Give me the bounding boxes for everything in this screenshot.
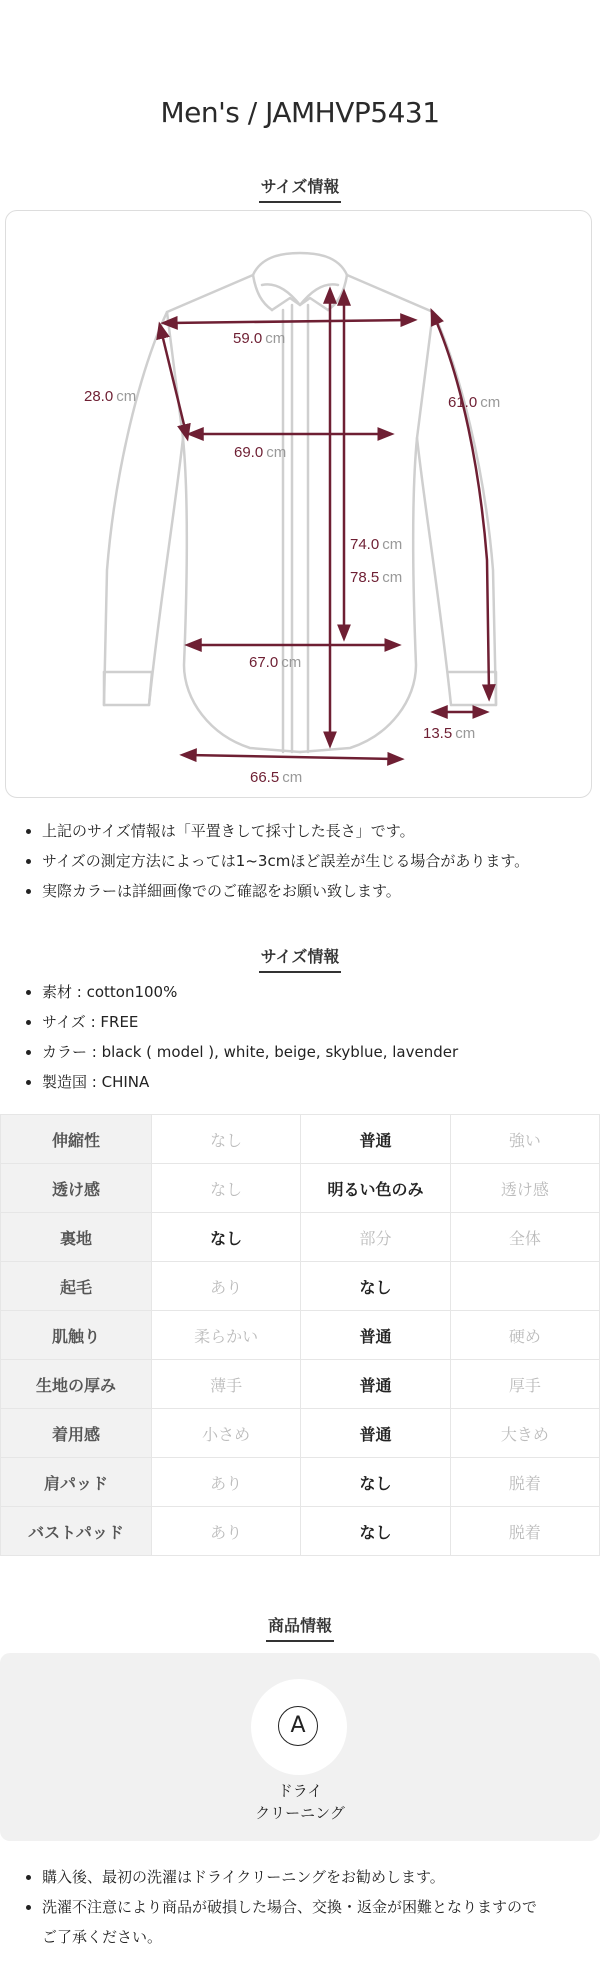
attr-label: 着用感 bbox=[1, 1409, 152, 1458]
chest-label: 69.0 cm bbox=[234, 444, 287, 461]
list-item: • 実際カラーは詳細画像でのご確認をお願い致します。 bbox=[42, 876, 600, 906]
attr-option: 柔らかい bbox=[152, 1311, 301, 1360]
attr-option: 普通 bbox=[301, 1115, 450, 1164]
table-row bbox=[1, 1409, 600, 1458]
attr-option: 硬め bbox=[450, 1311, 599, 1360]
list-item: ご了承ください。 bbox=[42, 1928, 163, 1946]
product-section-heading-text: サイズ情報 bbox=[259, 944, 342, 973]
table-row bbox=[1, 1115, 600, 1164]
list-item: • サイズの測定方法によっては1~3cmほど誤差が生じる場合があります。 bbox=[42, 846, 600, 876]
table-row bbox=[1, 1507, 600, 1556]
attr-option: 明るい色のみ bbox=[301, 1164, 450, 1213]
table-row bbox=[1, 1213, 600, 1262]
attr-option bbox=[450, 1262, 599, 1311]
attr-option: 普通 bbox=[301, 1311, 450, 1360]
table-row bbox=[1, 1262, 600, 1311]
table-row bbox=[1, 1458, 600, 1507]
cuff-label: 13.5 cm bbox=[423, 725, 476, 742]
waist-label: 67.0 cm bbox=[249, 654, 302, 671]
attr-label: 肩パッド bbox=[1, 1458, 152, 1507]
size-notes-list bbox=[18, 816, 600, 906]
hem-measure-line bbox=[188, 755, 396, 759]
attr-option: なし bbox=[152, 1115, 301, 1164]
attr-option: なし bbox=[301, 1458, 450, 1507]
product-section-heading bbox=[0, 944, 600, 973]
table-row bbox=[1, 1311, 600, 1360]
armhole-measure-line bbox=[161, 330, 186, 433]
attr-option: 普通 bbox=[301, 1360, 450, 1409]
hem-label: 66.5 cm bbox=[250, 769, 303, 786]
attr-option: 大きめ bbox=[450, 1409, 599, 1458]
shirt-measurement-diagram bbox=[0, 0, 600, 820]
list-item: • 洗濯不注意により商品が破損した場合、交換・返金が困難となりますので bbox=[42, 1892, 600, 1922]
attr-option: 強い bbox=[450, 1115, 599, 1164]
attr-option: 厚手 bbox=[450, 1360, 599, 1409]
attr-option: 脱着 bbox=[450, 1507, 599, 1556]
list-item: • 製造国 : CHINA bbox=[42, 1067, 600, 1097]
size-section-heading-text: サイズ情報 bbox=[259, 174, 342, 203]
table-row bbox=[1, 1360, 600, 1409]
care-label-line2: クリーニング bbox=[255, 1804, 345, 1822]
table-row bbox=[1, 1164, 600, 1213]
attr-label: 伸縮性 bbox=[1, 1115, 152, 1164]
front-length-label: 74.0 cm bbox=[350, 536, 403, 553]
care-section-heading bbox=[0, 1613, 600, 1642]
dry-cleaning-icon: A bbox=[278, 1706, 318, 1746]
attr-option: なし bbox=[301, 1507, 450, 1556]
list-item: • サイズ : FREE bbox=[42, 1007, 600, 1037]
attr-option: 小さめ bbox=[152, 1409, 301, 1458]
care-label bbox=[200, 1780, 400, 1824]
page-title: Men's / JAMHVP5431 bbox=[160, 96, 440, 129]
attr-option: あり bbox=[152, 1458, 301, 1507]
attr-label: 肌触り bbox=[1, 1311, 152, 1360]
product-specs-list bbox=[18, 977, 600, 1097]
attr-option: 普通 bbox=[301, 1409, 450, 1458]
fabric-attributes-table bbox=[0, 1114, 600, 1556]
attr-option: 脱着 bbox=[450, 1458, 599, 1507]
attr-option: なし bbox=[301, 1262, 450, 1311]
attr-label: バストパッド bbox=[1, 1507, 152, 1556]
attr-option: 部分 bbox=[301, 1213, 450, 1262]
chest-top-measure-line bbox=[169, 320, 409, 323]
list-item: • カラー : black ( model ), white, beige, skyblue, lavender bbox=[42, 1037, 600, 1067]
attr-option: なし bbox=[152, 1213, 301, 1262]
attr-option: あり bbox=[152, 1262, 301, 1311]
attr-option: なし bbox=[152, 1164, 301, 1213]
chest-top-label: 59.0 cm bbox=[233, 330, 286, 347]
care-section-heading-text: 商品情報 bbox=[266, 1613, 334, 1642]
attr-label: 起毛 bbox=[1, 1262, 152, 1311]
sleeve-length-label: 61.0 cm bbox=[448, 394, 501, 411]
list-item: • 購入後、最初の洗濯はドライクリーニングをお勧めします。 bbox=[42, 1862, 600, 1892]
care-notes-list bbox=[18, 1862, 600, 1952]
attr-option: あり bbox=[152, 1507, 301, 1556]
attr-option: 透け感 bbox=[450, 1164, 599, 1213]
attr-label: 裏地 bbox=[1, 1213, 152, 1262]
shirt-outline bbox=[104, 253, 496, 752]
back-length-label: 78.5 cm bbox=[350, 569, 403, 586]
list-item: • 素材 : cotton100% bbox=[42, 977, 600, 1007]
attr-label: 透け感 bbox=[1, 1164, 152, 1213]
attr-option: 全体 bbox=[450, 1213, 599, 1262]
list-item: • 上記のサイズ情報は「平置きして採寸した長さ」です。 bbox=[42, 816, 600, 846]
care-label-line1: ドライ bbox=[277, 1782, 323, 1800]
armhole-label: 28.0 cm bbox=[84, 388, 137, 405]
attr-label: 生地の厚み bbox=[1, 1360, 152, 1409]
attr-option: 薄手 bbox=[152, 1360, 301, 1409]
